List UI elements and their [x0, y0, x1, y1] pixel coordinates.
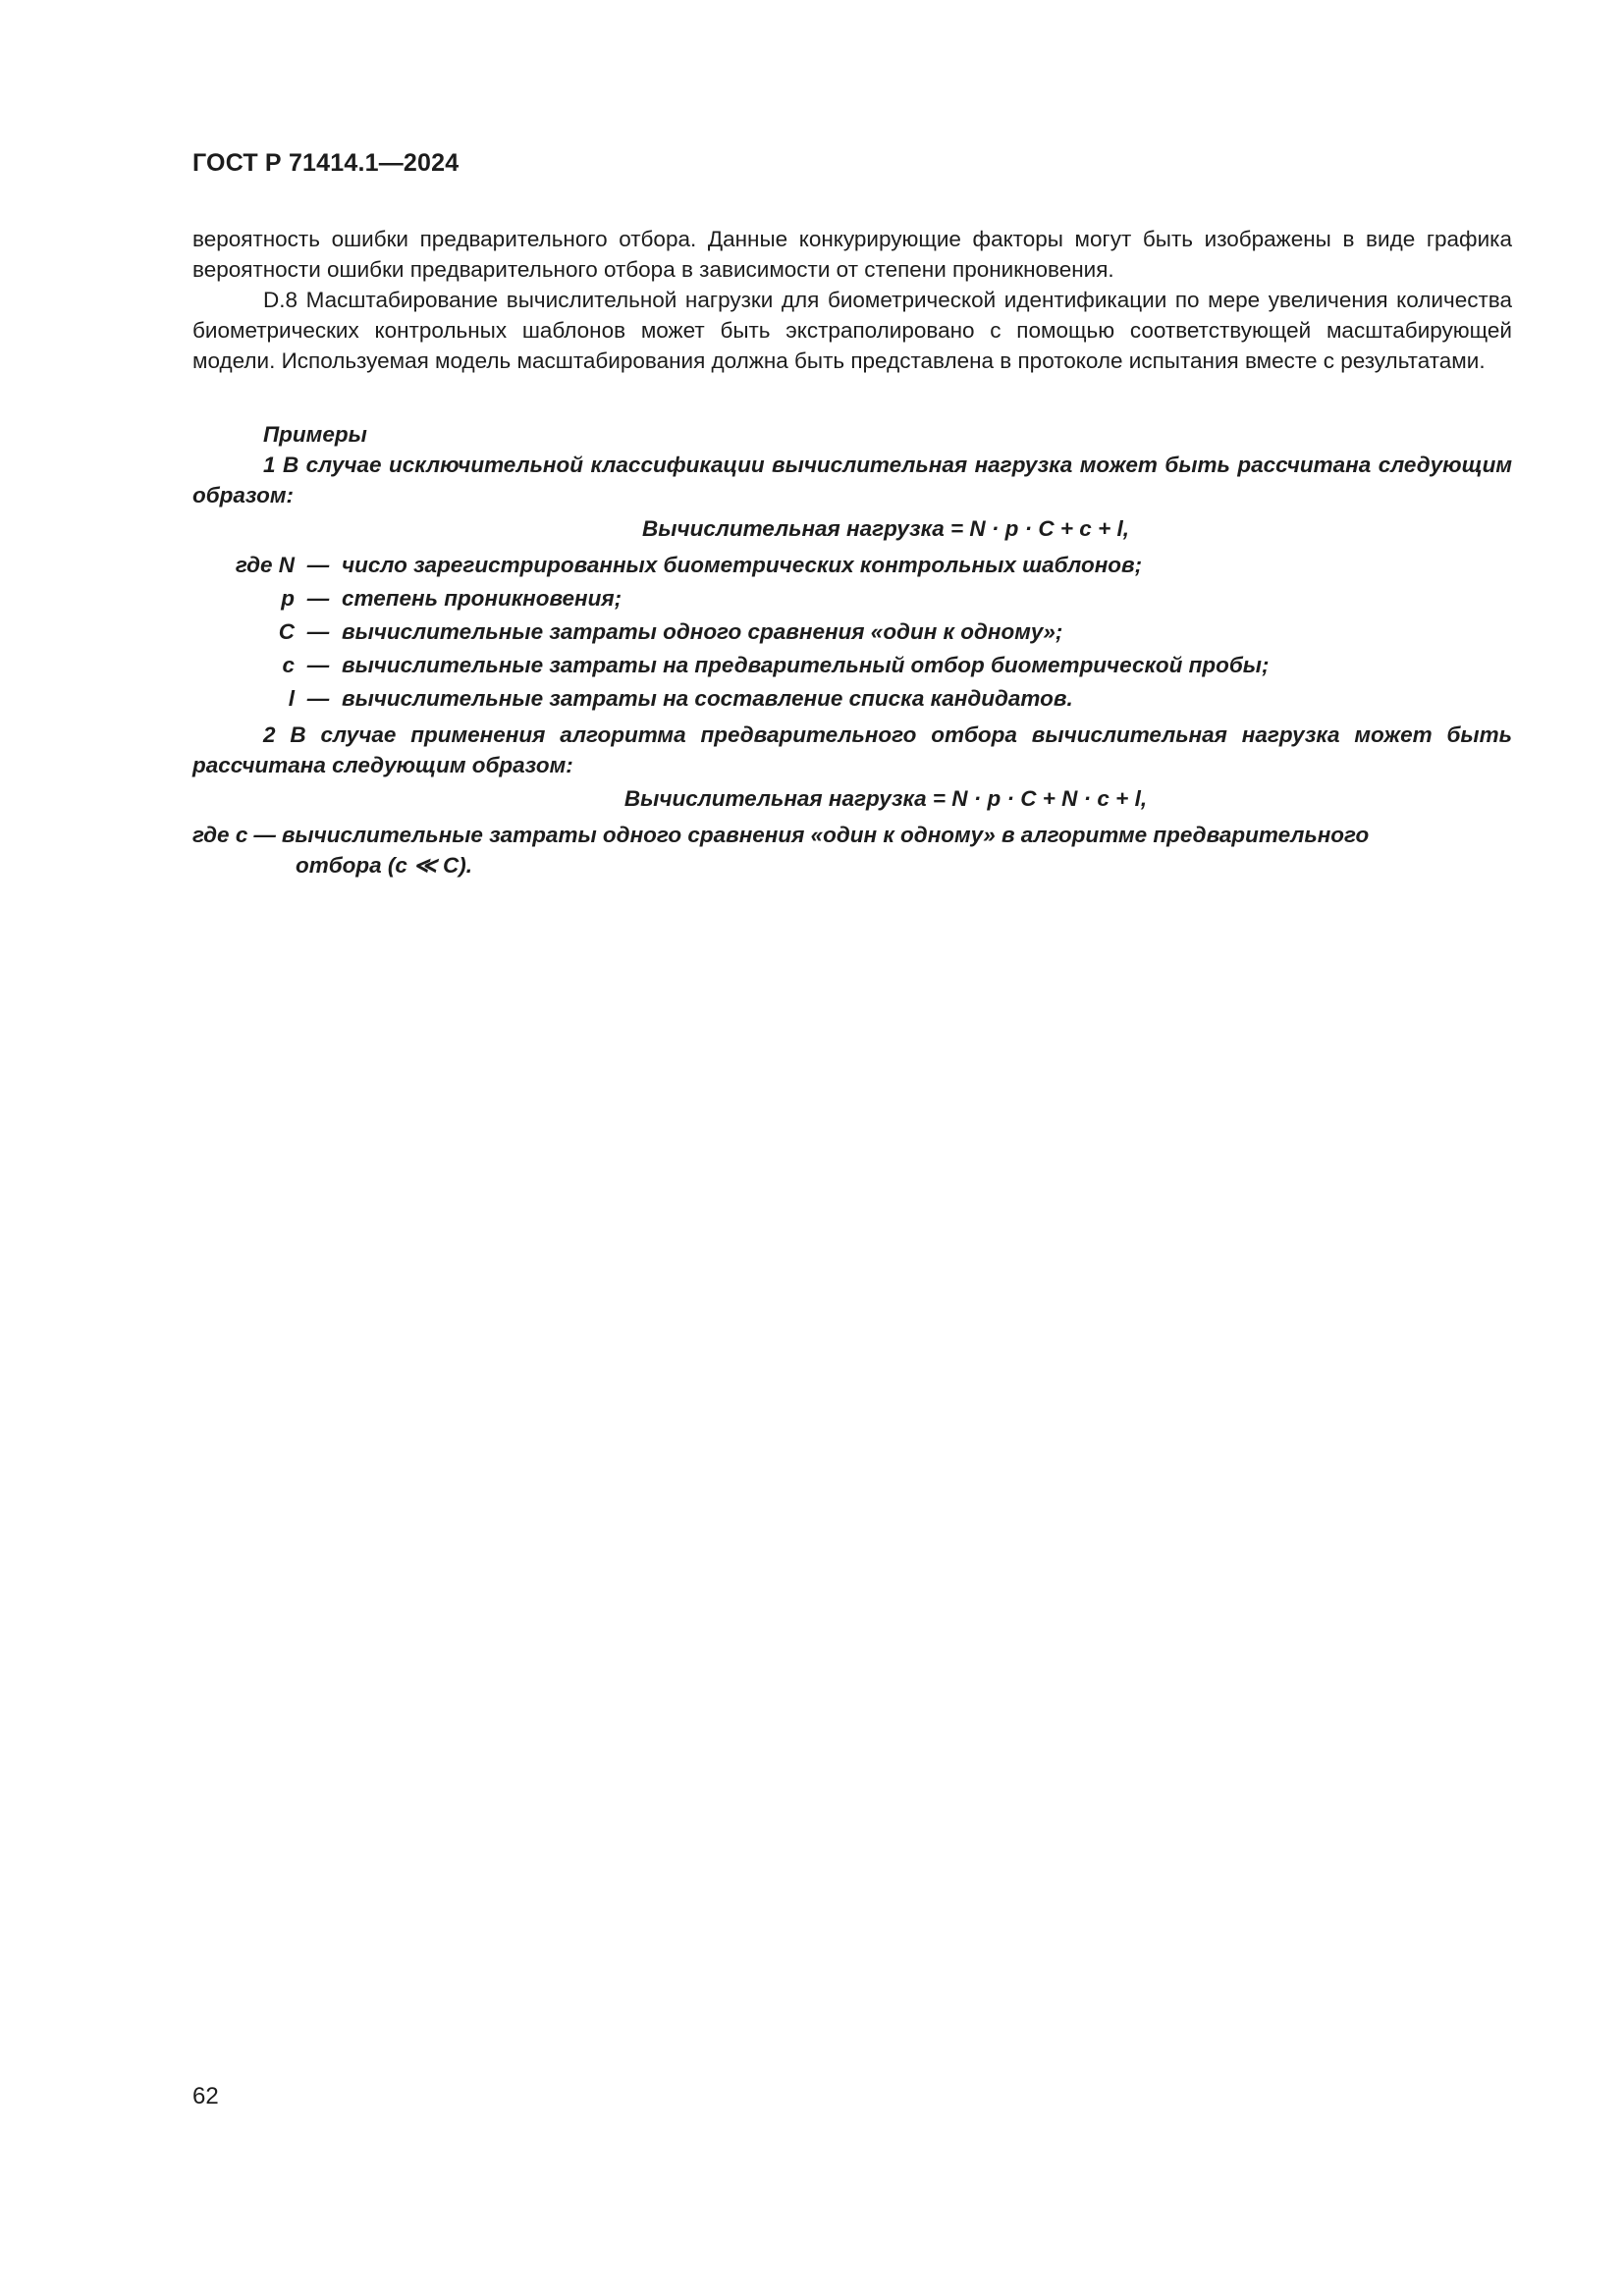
- definition-row: [192, 550, 1512, 580]
- example-2-definition: [192, 820, 1512, 850]
- definition-symbol: где c: [192, 823, 248, 847]
- definition-symbol: где N: [235, 553, 295, 577]
- definition-dash: —: [306, 653, 330, 677]
- example-1-text: 1 В случае исключительной классификации вычислительная нагрузка может быть рассчитана следующим образом:: [192, 453, 1512, 507]
- examples-block: [192, 419, 1512, 881]
- definition-text: степень проникновения;: [342, 586, 623, 611]
- definition-text: вычислительные затраты на составление списка кандидатов.: [342, 686, 1073, 711]
- definition-text: вычислительные затраты на предварительный отбор биометрической пробы;: [342, 653, 1270, 677]
- definition-continuation: отбора (c ≪ C).: [296, 853, 472, 878]
- definition-text: вычислительные затраты одного сравнения «один к одному»;: [342, 619, 1063, 644]
- example-2-text: 2 В случае применения алгоритма предварительного отбора вычислительная нагрузка может быть рассчитана следующим образом:: [192, 722, 1512, 777]
- definition-row: [192, 583, 1512, 614]
- definition-dash: —: [306, 686, 330, 711]
- definition-row: [192, 616, 1512, 647]
- definition-dash: —: [306, 553, 330, 577]
- definition-dash: —: [306, 586, 330, 611]
- definition-text: вычислительные затраты одного сравнения «один к одному» в алгоритме предварительного: [281, 823, 1370, 847]
- body-text: [192, 224, 1512, 376]
- definition-symbol: C: [278, 619, 295, 644]
- definition-row: [192, 683, 1512, 714]
- examples-title: Примеры: [263, 422, 367, 447]
- definition-row: [192, 650, 1512, 680]
- document-id-header: ГОСТ Р 71414.1—2024: [192, 149, 460, 177]
- definition-symbol: c: [282, 653, 295, 677]
- definition-dash: —: [253, 823, 276, 847]
- definition-symbol: p: [281, 586, 295, 611]
- paragraph-continuation: вероятность ошибки предварительного отбора. Данные конкурирующие факторы могут быть изображены в виде графика вероятности ошибки предварительного отбора в зависимости от степени проникновения.: [192, 227, 1512, 282]
- definition-text: число зарегистрированных биометрических контрольных шаблонов;: [342, 553, 1143, 577]
- definition-dash: —: [306, 619, 330, 644]
- example-2-formula: Вычислительная нагрузка = N · p · C + N · c + l,: [623, 786, 1148, 811]
- example-1-formula: Вычислительная нагрузка = N · p · C + c + l,: [642, 516, 1129, 541]
- definition-symbol: l: [288, 686, 295, 711]
- paragraph-d8: D.8 Масштабирование вычислительной нагрузки для биометрической идентификации по мере увеличения количества биометрических контрольных шаблонов может быть экстраполировано с помощью соответствующей масштабирующей модели. Используемая модель масштабирования должна быть представлена в протоколе испытания вместе с результатами.: [192, 288, 1512, 373]
- example-1-definitions: [192, 550, 1512, 714]
- page-number: 62: [192, 2083, 219, 2109]
